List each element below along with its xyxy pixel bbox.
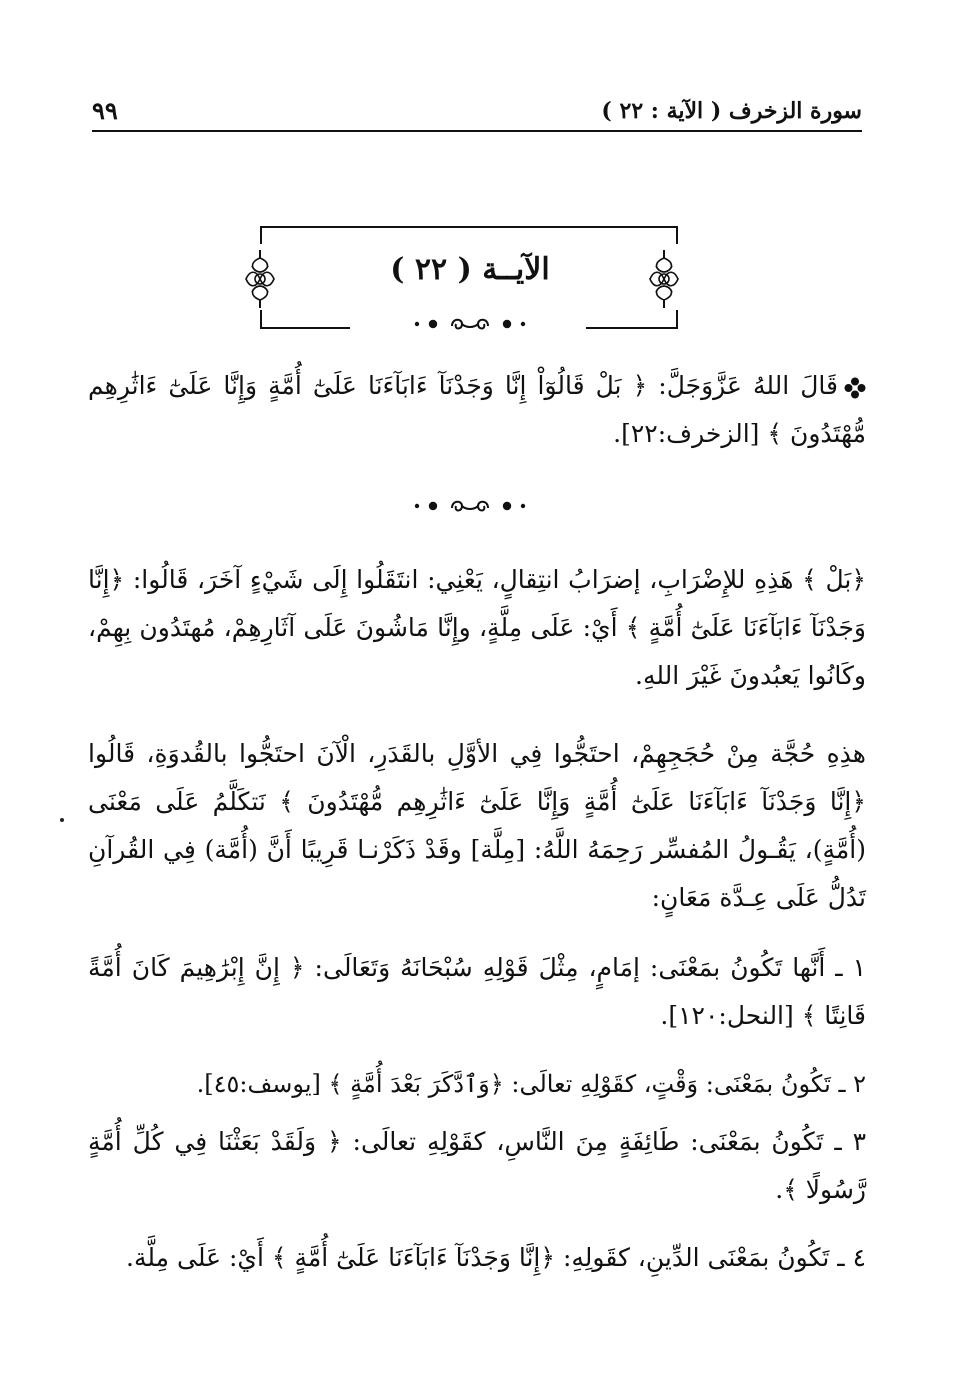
frame-right-bottom-stub (676, 310, 678, 328)
verse-quote (88, 362, 866, 458)
page-number: ٩٩ (92, 96, 118, 125)
header-rule (92, 130, 862, 132)
frame-top-line (260, 226, 678, 228)
frame-right-top-stub (676, 226, 678, 244)
explanation-paragraph: ﴿بَلْ ﴾ هَذِهِ للإِضْرَابِ، إضرَابُ انتِقالٍ، يَعْنِي: انتَقَلُوا إِلَى شَيْءٍ آخَرَ، قَالُوا: ﴿إِنَّا وَجَدْنَآ ءَابَآءَنَا عَلَىٰٓ أُمَّةٍ ﴾ أَيْ: عَلَى مِلَّةٍ، وإِنَّا مَاشُونَ عَلَى آثَارِهِمْ، مُهتَدُون بِهِمْ، وكَانُوا يَعبُدونَ غَيْرَ اللهِ. (88, 565, 866, 690)
verse-quote-text: قَالَ اللهُ عَزَّوَجَلَّ: ﴿ بَلْ قَالُوٓاْ إِنَّا وَجَدْنَآ ءَابَآءَنَا عَلَىٰٓ أُمَّةٍ وَإِنَّا عَلَىٰٓ ءَاثَٰرِهِم مُّهْتَدُونَ ﴾ [الزخرف:٢٢]. (88, 371, 866, 448)
meaning-item-1: ١ ـ أَنَّها تَكُونُ بمَعْنَى: إمَامٍ، مِثْلَ قَوْلِهِ سُبْحَانَهُ وَتَعَالَى: ﴿ إِنَّ إِبْرَٰهِيمَ كَانَ أُمَّةً قَانِتًا ﴾ [النحل:١٢٠]. (88, 953, 866, 1030)
margin-dot (60, 818, 64, 822)
surah-title: سورة الزخرف ( الآية : ٢٢ ) (601, 98, 862, 124)
flower-icon (844, 377, 866, 399)
meaning-item-3: ٣ ـ تَكُونُ بمَعْنَى: طَائِفَةٍ مِنَ النَّاسِ، كقَوْلِهِ تعالَى: ﴿ وَلَقَدْ بَعَثْنَا فِي كُلِّ أُمَّةٍ رَّسُولًا ﴾. (88, 1127, 866, 1204)
verse-heading: الآيــة ( ٢٢ ) (390, 252, 550, 287)
flourish-divider-icon (400, 312, 540, 336)
argument-paragraph: هذِهِ حُجَّة مِنْ حُجَجِهِمْ، احتَجُّوا فِي الأوَّلِ بالقَدَرِ، الْآنَ احتَجُّوا بالقُدوَةِ، قَالُوا ﴿إِنَّا وَجَدْنَآ ءَابَآءَنَا عَلَىٰٓ أُمَّةٍ وَإِنَّا عَلَىٰٓ ءَاثَٰرِهِم مُّهْتَدُونَ ﴾ نَتكَلَّمُ عَلَى مَعْنَى (أُمَّةٍ)، يَقُـولُ المُفسِّر رَحِمَهُ اللَّهُ: [مِلَّة] وقَدْ ذَكَرْنـا قَرِيبًا أَنَّ (أُمَّة) فِي القُرآنِ تَدُلُّ عَلَى عِـدَّة مَعَانٍ: (88, 739, 866, 912)
meaning-item-2: ٢ ـ تَكُونُ بمَعْنَى: وَقْتٍ، كقَوْلِهِ تعالَى: ﴿وَٱدَّكَرَ بَعْدَ أُمَّةٍ ﴾ [يوسف:٤٥]. (196, 1070, 866, 1098)
frame-left-top-stub (260, 226, 262, 244)
frame-left-bottom-stub (260, 310, 262, 328)
running-header (92, 92, 862, 132)
knot-ornament-icon (242, 250, 278, 308)
frame-bottom-right-line (586, 327, 678, 329)
meaning-item-4: ٤ ـ تَكُونُ بمَعْنَى الدِّينِ، كقَولِهِ: ﴿إِنَّا وَجَدْنَآ ءَابَآءَنَا عَلَىٰٓ أُمَّةٍ ﴾ أَيْ: عَلَى مِلَّة. (126, 1243, 866, 1272)
flourish-divider-icon (400, 494, 540, 518)
frame-bottom-left-line (260, 327, 350, 329)
knot-ornament-icon (646, 250, 682, 308)
